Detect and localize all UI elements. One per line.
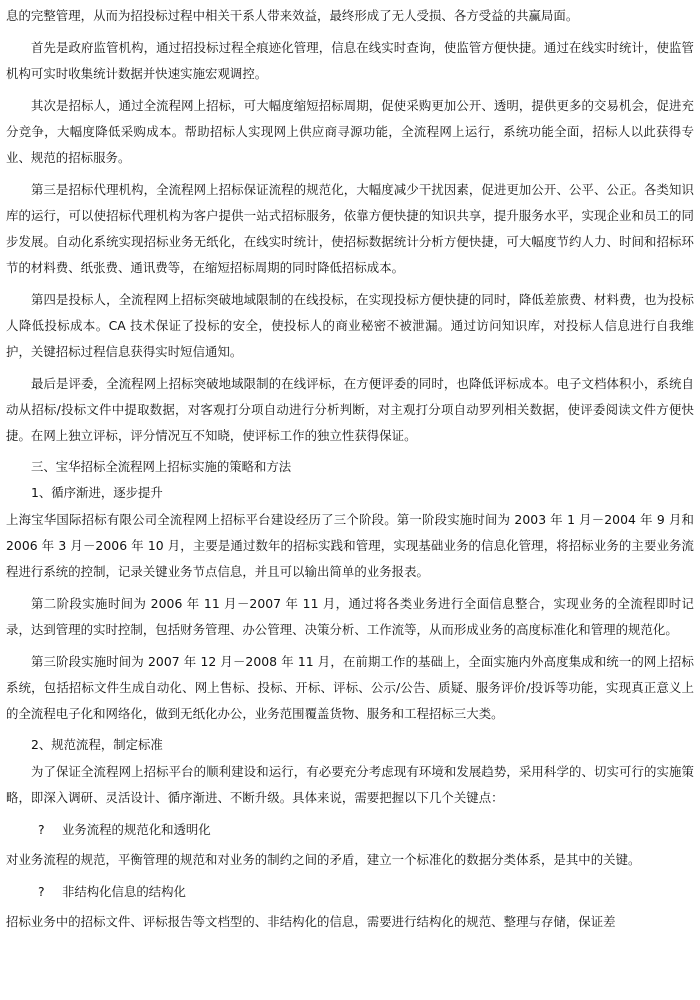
- paragraph-evaluator: 最后是评委，全流程网上招标突破地域限制的在线评标，在方便评委的同时，也降低评标成本。电子文档体积小，系统自动从招标/投标文件中提取数据，对客观打分项自动进行分析判断，对主观打分项自动罗列相关数据，使评委阅读文件方便快捷。在网上独立评标，评分情况互不知晓，使评标工作的独立性获得保证。: [6, 376, 694, 443]
- paragraph-phase-2: 第二阶段实施时间为 2006 年 11 月－2007 年 11 月，通过将各类业务进行全面信息整合，实现业务的全流程即时记录，达到管理的实时控制，包括财务管理、办公管理、决策分析、工作流等，从而形成业务的高度标准化和管理的规范化。: [6, 596, 694, 637]
- paragraph-phase-3: 第三阶段实施时间为 2007 年 12 月－2008 年 11 月，在前期工作的基础上，全面实施内外高度集成和统一的网上招标系统，包括招标文件生成自动化、网上售标、投标、开标、评标、公示/公告、质疑、服务评价/投诉等功能，实现真正意义上的全流程电子化和网络化，做到无纸化办公，业务范围覆盖货物、服务和工程招标三大类。: [6, 654, 694, 721]
- bullet-text: 非结构化信息的结构化: [62, 884, 186, 899]
- bullet-mark: ?: [38, 884, 45, 899]
- paragraph-bidder: 第四是投标人，全流程网上招标突破地域限制的在线投标，在实现投标方便快捷的同时，降低差旅费、材料费，也为投标人降低投标成本。CA 技术保证了投标的安全，使投标人的商业秘密不被泄漏。通过访问知识库，对投标人信息进行自我维护，关键招标过程信息获得实时短信通知。: [6, 292, 694, 359]
- paragraph-phase-1: 上海宝华国际招标有限公司全流程网上招标平台建设经历了三个阶段。第一阶段实施时间为 2003 年 1 月－2004 年 9 月和 2006 年 3 月－2006 年 10 月，主要是通过数年的招标实践和管理，实现基础业务的信息化管理，将招标业务的主要业务流程进行系统的控制，记录关键业务节点信息，并且可以输出简单的业务报表。: [6, 512, 694, 579]
- paragraph-intro-tail: 息的完整管理，从而为招投标过程中相关干系人带来效益，最终形成了无人受损、各方受益的共赢局面。: [6, 8, 579, 23]
- paragraph-structuring-detail: 招标业务中的招标文件、评标报告等文档型的、非结构化的信息，需要进行结构化的规范、整理与存储，保证差: [6, 914, 616, 929]
- section-heading-3: 三、宝华招标全流程网上招标实施的策略和方法: [31, 459, 292, 474]
- document-page: [6, 0, 694, 1000]
- bullet-item-structuring: [6, 879, 694, 905]
- subsection-heading-1: 1、循序渐进，逐步提升: [31, 485, 163, 500]
- paragraph-process-detail: 对业务流程的规范，平衡管理的规范和对业务的制约之间的矛盾，建立一个标准化的数据分类体系，是其中的关键。: [6, 852, 641, 867]
- bullet-text: 业务流程的规范化和透明化: [62, 822, 211, 837]
- paragraph-strategy: 为了保证全流程网上招标平台的顺利建设和运行，有必要充分考虑现有环境和发展趋势，采用科学的、切实可行的实施策略，即深入调研、灵活设计、循序渐进、不断升级。具体来说，需要把握以下几个关键点：: [6, 764, 694, 805]
- paragraph-tenderer: 其次是招标人，通过全流程网上招标，可大幅度缩短招标周期，促使采购更加公开、透明，提供更多的交易机会，促进充分竞争，大幅度降低采购成本。帮助招标人实现网上供应商寻源功能，全流程网上运行，系统功能全面，招标人以此获得专业、规范的招标服务。: [6, 98, 694, 165]
- paragraph-agency: 第三是招标代理机构，全流程网上招标保证流程的规范化，大幅度减少干扰因素，促进更加公开、公平、公正。各类知识库的运行，可以使招标代理机构为客户提供一站式招标服务，依靠方便快捷的知识共享，提升服务水平，实现企业和员工的同步发展。自动化系统实现招标业务无纸化，在线实时统计，使招标数据统计分析方便快捷，可大幅度节约人力、时间和招标环节的材料费、纸张费、通讯费等，在缩短招标周期的同时降低招标成本。: [6, 182, 694, 275]
- bullet-mark: ?: [38, 822, 45, 837]
- bullet-item-process: [6, 817, 694, 843]
- paragraph-regulator: 首先是政府监管机构，通过招投标过程全痕迹化管理，信息在线实时查询，使监管方便快捷。通过在线实时统计，使监管机构可实时收集统计数据并快速实施宏观调控。: [6, 40, 694, 81]
- subsection-heading-2: 2、规范流程，制定标准: [31, 737, 163, 752]
